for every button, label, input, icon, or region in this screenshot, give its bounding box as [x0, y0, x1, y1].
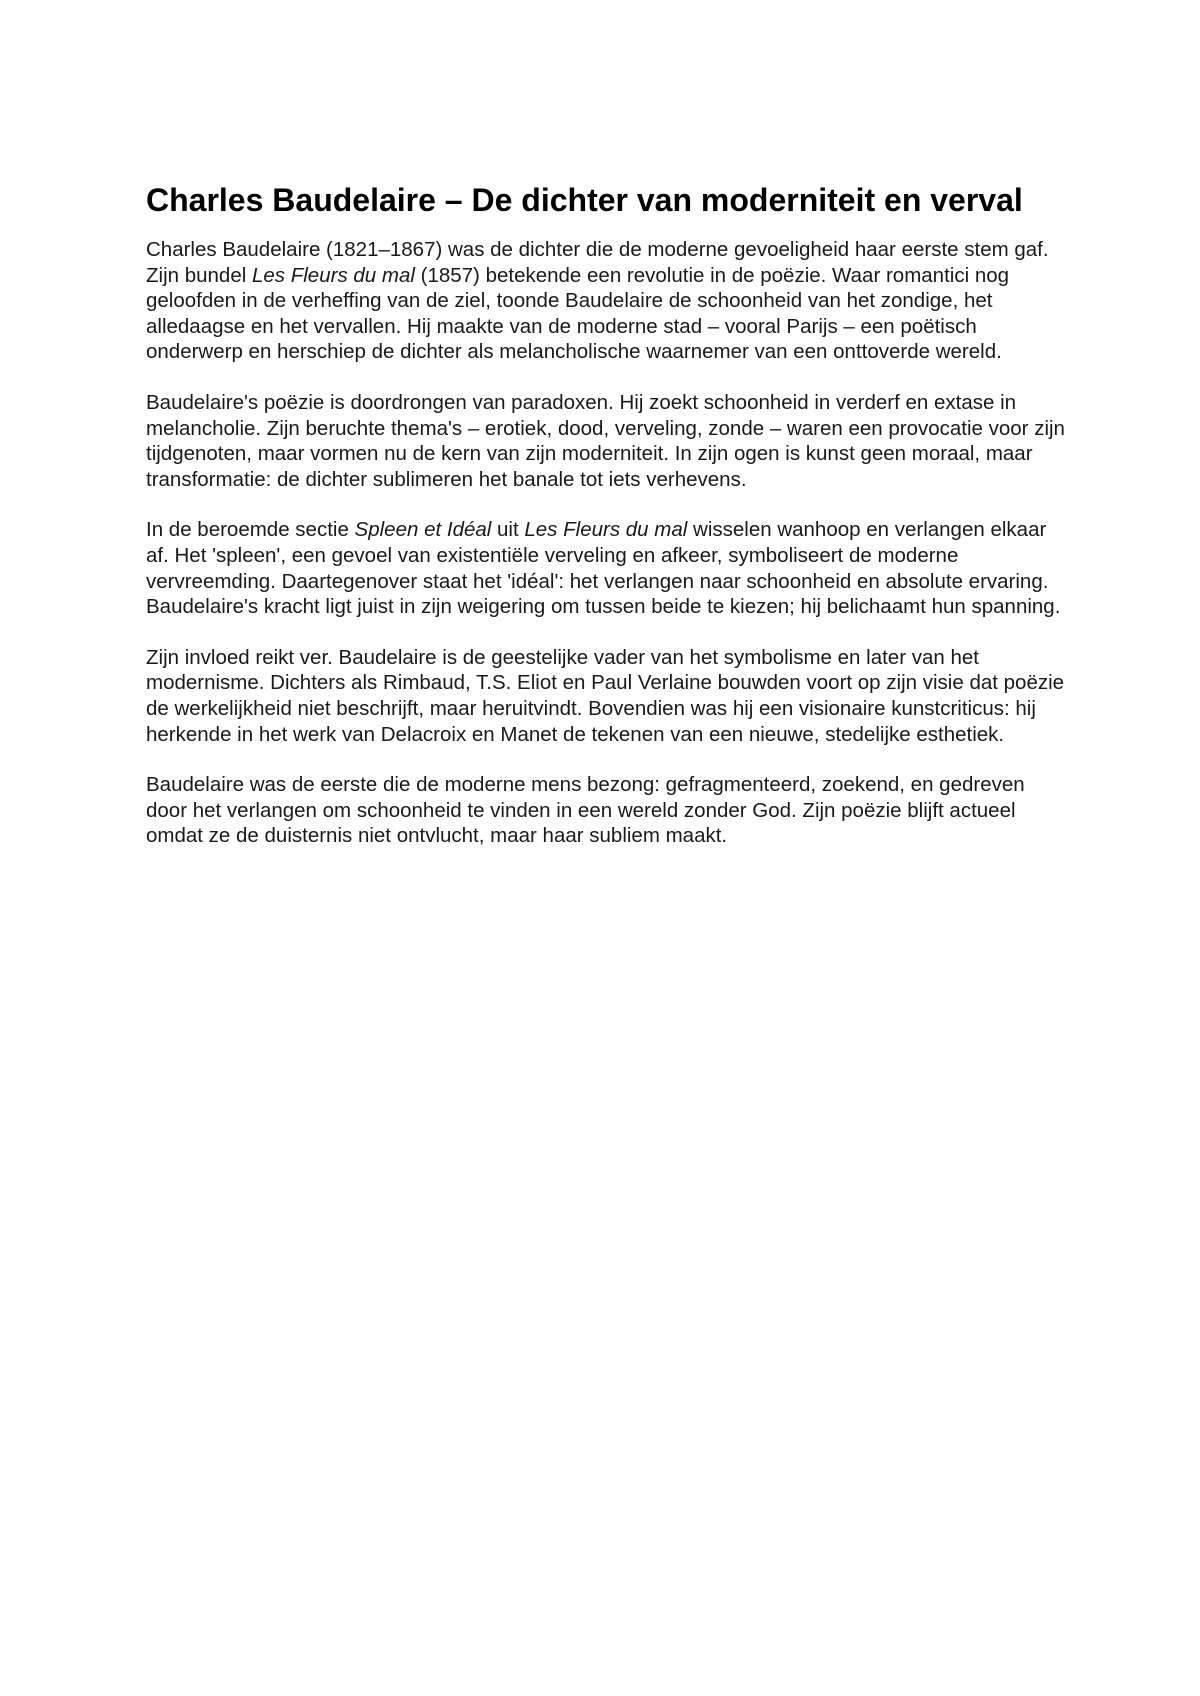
paragraph-1-text-2: (1857) betekende een revolutie in de poëzie. Waar romantici nog geloofden in de verheffing van de ziel, toonde Baudelaire de schoonheid van het zondige, het alledaagse en het vervallen. Hij maakte van de moderne stad – vooral Parijs – een poëtisch onderwerp en herschiep de dichter als melancholische waarnemer van een onttoverde wereld. — [146, 263, 1010, 364]
paragraph-3 — [146, 517, 1066, 619]
paragraph-3-text-1: In de beroemde sectie — [146, 518, 355, 542]
paragraph-1-text-1: Charles Baudelaire (1821–1867) was de dichter die de moderne gevoeligheid haar eerste stem gaf. Zijn bundel — [146, 238, 1049, 287]
document-page — [146, 180, 1066, 874]
paragraph-5 — [146, 772, 1066, 849]
paragraph-3-italic-section-title: Spleen et Idéal — [354, 518, 492, 542]
paragraph-3-text-3: wisselen wanhoop en verlangen elkaar af. Het 'spleen', een gevoel van existentiële verveling en afkeer, symboliseert de moderne vervreemding. Daartegenover staat het 'idéal': het verlangen naar schoonheid en absolute ervaring. Baudelaire's kracht ligt juist in zijn weigering om tussen beide te kiezen; hij belichaamt hun spanning. — [146, 518, 1061, 619]
paragraph-1-italic-book-title: Les Fleurs du mal — [251, 263, 415, 287]
paragraph-3-text-2: uit — [491, 518, 525, 542]
paragraph-1 — [146, 237, 1066, 365]
paragraph-2 — [146, 390, 1066, 492]
paragraph-4 — [146, 645, 1066, 747]
paragraph-2-text-1: Baudelaire's poëzie is doordrongen van paradoxen. Hij zoekt schoonheid in verderf en extase in melancholie. Zijn beruchte thema's – erotiek, dood, verveling, zonde – waren een provocatie voor zijn tijdgenoten, maar vormen nu de kern van zijn moderniteit. In zijn ogen is kunst geen moraal, maar transformatie: de dichter sublimeren het banale tot iets verhevens. — [146, 390, 1065, 491]
paragraph-3-italic-book-title: Les Fleurs du mal — [524, 518, 688, 542]
paragraph-5-text-1: Baudelaire was de eerste die de moderne mens bezong: gefragmenteerd, zoekend, en gedreven door het verlangen om schoonheid te vinden in een wereld zonder God. Zijn poëzie blijft actueel omdat ze de duisternis niet ontvlucht, maar haar subliem maakt. — [146, 773, 1025, 848]
paragraph-4-text-1: Zijn invloed reikt ver. Baudelaire is de geestelijke vader van het symbolisme en later van het modernisme. Dichters als Rimbaud, T.S. Eliot en Paul Verlaine bouwden voort op zijn visie dat poëzie de werkelijkheid niet beschrijft, maar heruitvindt. Bovendien was hij een visionaire kunstcriticus: hij herkende in het werk van Delacroix en Manet de tekenen van een nieuwe, stedelijke esthetiek. — [146, 645, 1065, 746]
document-title: Charles Baudelaire – De dichter van moderniteit en verval — [146, 182, 1023, 218]
